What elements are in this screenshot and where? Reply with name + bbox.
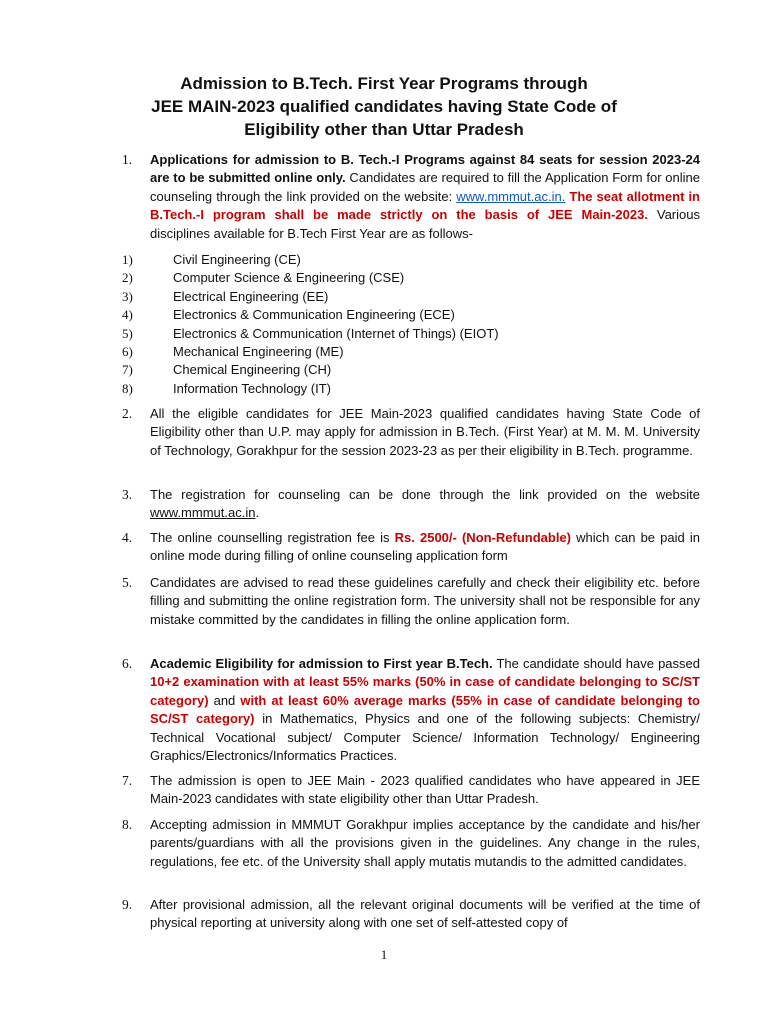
eligibility-marks-1: 10+2 examination with at least 55% marks (50% in case of candidate belonging to SC/ST category) — [150, 674, 700, 708]
eligibility-marks-2: with at least 60% average marks (55% in case of candidate belonging to SC/ST category) — [150, 692, 700, 727]
discipline-label: Electrical Engineering (EE) — [173, 288, 329, 304]
discipline-item — [122, 251, 682, 269]
list-item-4 — [122, 529, 700, 566]
disciplines-list — [122, 251, 682, 398]
discipline-item — [122, 343, 682, 361]
item-number: 6. — [122, 656, 133, 671]
discipline-item — [122, 288, 682, 306]
discipline-label: Electronics & Communication Engineering (ECE) — [173, 307, 455, 323]
item-number: 5. — [122, 575, 133, 590]
page-number: 1 — [380, 947, 388, 962]
discipline-label: Computer Science & Engineering (CSE) — [173, 270, 405, 286]
discipline-number: 5) — [122, 325, 133, 341]
discipline-number: 3) — [122, 288, 133, 304]
item-9-text: After provisional admission, all the relevant original documents will be verified at the time of physical reporting at university along with one set of self-attested copy of — [150, 897, 700, 931]
list-item-6 — [122, 655, 700, 765]
item-8-text: Accepting admission in MMMUT Gorakhpur implies acceptance by the candidate and his/her parents/guardians with all the provisions given in the guidelines. Any change in the rules, regulations, fee etc. of the University shall apply mutatis mutandis to the admitted candidates. — [150, 817, 700, 869]
item-number: 2. — [122, 406, 133, 421]
discipline-label: Mechanical Engineering (ME) — [173, 343, 344, 359]
discipline-item — [122, 361, 682, 379]
discipline-number: 7) — [122, 362, 133, 378]
item-number: 9. — [122, 897, 133, 912]
item-5-text: Candidates are advised to read these guidelines carefully and check their eligibility etc. before filling and submitting the online registration form. The university shall not be responsible for any mistake committed by the candidates in filling the online application form. — [150, 575, 700, 627]
item-6-text-3: in Mathematics, Physics and one of the following subjects: Chemistry/ Technical Vocational subject/ Computer Science/ Information Technology/ Engineering Graphics/Electronics/Informatics Practices. — [150, 711, 701, 764]
item-4-text: The online counselling registration fee is — [150, 530, 395, 545]
discipline-number: 2) — [122, 270, 133, 286]
list-item-5 — [122, 574, 700, 629]
item-1-bold-intro: Applications for admission to B. Tech.-I Programs against 84 seats for session 2023-24 are to be submitted online only. — [150, 152, 700, 186]
registration-fee: Rs. 2500/- (Non-Refundable) — [394, 530, 572, 545]
list-item-1 — [122, 151, 700, 243]
list-item-2 — [122, 405, 700, 460]
title-line-1: Admission to B.Tech. First Year Programs through — [180, 74, 588, 93]
eligibility-heading: Academic Eligibility for admission to First year B.Tech. — [150, 656, 493, 671]
website-link-2[interactable]: www.mmmut.ac.in — [150, 505, 256, 521]
item-6-and: and — [208, 692, 241, 708]
item-number: 7. — [122, 773, 133, 788]
discipline-number: 1) — [122, 252, 133, 267]
item-number: 3. — [122, 487, 133, 502]
discipline-label: Civil Engineering (CE) — [173, 252, 301, 267]
title-line-3: Eligibility other than Uttar Pradesh — [244, 120, 524, 139]
list-item-3 — [122, 486, 700, 523]
item-number: 8. — [122, 817, 133, 832]
list-item-8 — [122, 816, 700, 871]
discipline-item — [122, 325, 682, 343]
item-4-text-2: which can be paid in online mode during filling of online counseling application form — [150, 530, 700, 564]
discipline-label: Information Technology (IT) — [173, 380, 331, 396]
list-item-9 — [122, 896, 700, 933]
discipline-label: Chemical Engineering (CH) — [173, 362, 332, 378]
item-number: 4. — [122, 530, 133, 545]
item-2-text: All the eligible candidates for JEE Main-2023 qualified candidates having State Code of Eligibility other than U.P. may apply for admission in B.Tech. (First Year) at M. M. M. University of Technology, Gorakhpur for the session 2023-23 as per their eligibility in B.Tech. programme. — [150, 406, 700, 458]
list-item-7 — [122, 772, 700, 809]
discipline-item — [122, 306, 682, 324]
discipline-number: 8) — [122, 380, 133, 396]
discipline-number: 6) — [122, 343, 133, 359]
item-1-red-notice: The seat allotment in B.Tech.-I program shall be made strictly on the basis of JEE Main-2023. — [150, 188, 700, 223]
discipline-label: Electronics & Communication (Internet of Things) (EIOT) — [173, 325, 499, 341]
item-3-text: The registration for counseling can be done through the link provided on the website — [150, 487, 700, 502]
title-line-2: JEE MAIN-2023 qualified candidates having State Code of — [151, 97, 617, 116]
discipline-item — [122, 380, 682, 398]
item-1-text: Candidates are required to fill the Application Form for online counseling through the link provided on the website: — [150, 170, 700, 204]
item-3-end: . — [255, 505, 260, 521]
item-1-text-2: Various disciplines available for B.Tech First Year are as follows- — [150, 207, 700, 241]
website-link[interactable]: www.mmmut.ac.in — [456, 188, 562, 204]
item-number: 1. — [122, 152, 133, 167]
website-link-dot: . — [561, 188, 566, 204]
item-7-text: The admission is open to JEE Main - 2023 qualified candidates who have appeared in JEE Main-2023 candidates with state eligibility other than Uttar Pradesh. — [150, 773, 700, 807]
item-6-text: The candidate should have passed — [492, 656, 700, 671]
discipline-number: 4) — [122, 307, 133, 323]
page-title — [110, 72, 658, 141]
discipline-item — [122, 269, 682, 287]
